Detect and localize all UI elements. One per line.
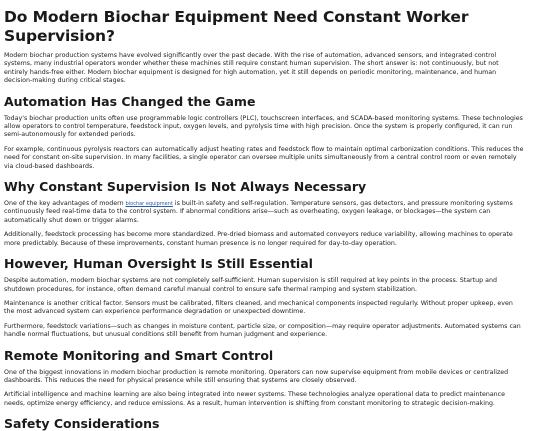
paragraph: Maintenance is another critical factor. Sensors must be calibrated, filters cleaned, and mechanical components inspected regularly. Without proper upkeep, even the most advanced system can experience performance degradation or unexpected downtime. (4, 299, 513, 316)
paragraph-text: is built-in safety and self-regulation. Temperature sensors, gas detectors, and pressure monitoring systems continuously feed real-time data to the control system. If abnormal conditions arise—such as overheating, oxygen leakage, or blockages—the system can automatically shut down or trigger alarms. (4, 200, 513, 224)
section-heading-remote: Remote Monitoring and Smart Control (4, 347, 274, 363)
paragraph: Furthermore, feedstock variations—such as changes in moisture content, particle size, or composition—may require operator adjustments. Automated systems can handle normal fluctuations, but unusual conditions still benefit from human judgment and experience. (4, 322, 521, 339)
paragraph: Additionally, feedstock processing has become more standardized. Pre-dried biomass and automated conveyors reduce variability, allowing machines to operate more predictably. Because of these improvements, constant human presence is no longer required for day-to-day operation. (4, 231, 513, 247)
section-heading-supervision: Why Constant Supervision Is Not Always Necessary (4, 179, 367, 195)
paragraph (4, 200, 524, 225)
paragraph: Despite automation, modern biochar systems are not completely self-sufficient. Human supervision is still required at key points in the process. Startup and shutdown procedures, for instance, often demand careful manual control to ensure safe thermal ramping and system stabilization. (4, 277, 497, 293)
section-heading-oversight: However, Human Oversight Is Still Essential (4, 256, 313, 272)
section-heading-safety: Safety Considerations (4, 416, 160, 431)
paragraph: Today's biochar production units often use programmable logic controllers (PLC), touchscreen interfaces, and SCADA-based monitoring systems. These technologies allow operators to control temperature, feedstock input, oxygen levels, and pyrolysis time with high precision. Once the system is properly configured, it can run semi-autonomously for extended periods. (4, 114, 523, 139)
intro-paragraph: Modern biochar production systems have evolved significantly over the past decade. With the rise of automation, advanced sensors, and integrated control systems, many industrial operators wonder whether these machines still require constant human supervision. The short answer is: not continuously, but not entirely hands-free either. Modern biochar equipment is designed for high automation, yet it still depends on periodic monitoring, maintenance, and human decision-making during critical stages. (4, 52, 499, 85)
paragraph: One of the biggest innovations in modern biochar production is remote monitoring. Operators can now supervise equipment from mobile devices or centralized dashboards. This reduces the need for physical presence while still ensuring that systems are closely observed. (4, 368, 509, 384)
section-heading-automation: Automation Has Changed the Game (4, 93, 256, 109)
paragraph-text: One of the key advantages of modern (4, 200, 126, 208)
paragraph: For example, continuous pyrolysis reactors can automatically adjust heating rates and feedstock flow to maintain optimal carbonization conditions. This reduces the need for constant on-site supervision. In many facilities, a single operator can oversee multiple units simultaneously from a central control room or even remotely via cloud-based dashboards. (4, 145, 524, 170)
paragraph: Artificial intelligence and machine learning are also being integrated into newer systems. These technologies analyze operational data to predict maintenance needs, optimize energy efficiency, and reduce emissions. As a result, human intervention is shifting from constant monitoring to strategic decision-making. (4, 391, 506, 407)
article-title: Do Modern Biochar Equipment Need Constant Worker Supervision? (4, 8, 469, 45)
biochar-equipment-link[interactable]: biochar equipment (125, 201, 173, 208)
